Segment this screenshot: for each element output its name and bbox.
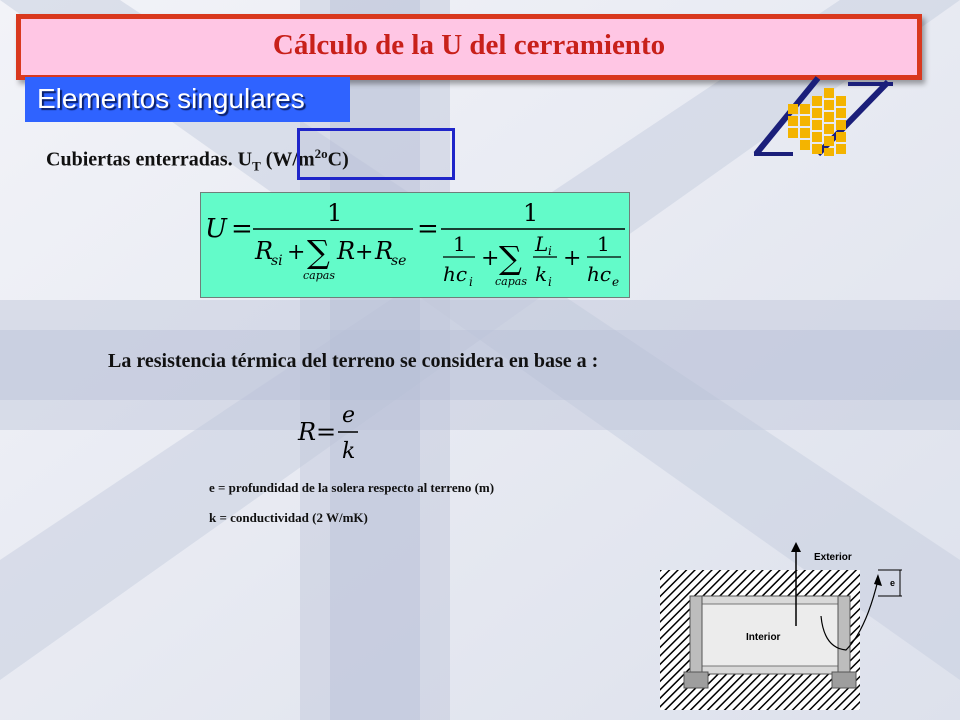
formula-plus-2: + [355,240,374,265]
explanation-sentence: La resistencia térmica del terreno se considera en base a : [108,350,599,372]
formula-equals-1: = [231,214,253,244]
formula-li: L [535,232,549,256]
section-unit-end: C) [327,148,349,171]
subtitle-text: Elementos singulares [37,83,305,114]
curve-arrow-icon [874,574,882,586]
formula-ki-sub: i [548,275,552,289]
right-footing [832,672,856,688]
formula-hce-sub: e [612,275,620,289]
r-formula [292,400,372,464]
formula-rsi: R [255,237,274,265]
r-formula-numerator: e [342,403,356,428]
page-title: Cálculo de la U del cerramiento [272,29,666,61]
u-formula [201,193,631,299]
formula-one-a: 1 [453,232,466,256]
exterior-label: Exterior [814,552,852,563]
formula-sum-1: ∑ [307,233,330,271]
interior-label: Interior [746,632,781,643]
u-formula-box [200,192,630,298]
formula-li-sub: i [548,244,552,258]
r-formula-denominator: k [342,439,356,464]
left-wall [690,596,702,674]
formula-hci: hc [443,262,468,286]
formula-numerator-1: 1 [327,199,343,227]
right-wall [838,596,850,674]
formula-r: R [337,237,356,265]
formula-plus-1: + [287,240,306,265]
formula-ki: k [535,262,548,286]
formula-hce: hc [587,262,612,286]
formula-rsi-sub: si [271,253,283,269]
formula-one-b: 1 [597,232,610,256]
section-subscript: T [252,158,261,174]
formula-equals-2: = [417,214,439,244]
section-unit-superscript: 2o [314,146,328,161]
formula-sum-label-2: capas [495,275,527,288]
left-footing [684,672,708,688]
buried-roof-diagram [656,540,916,710]
section-label: Cubiertas enterradas. U [46,148,253,171]
unit-highlight-box [297,128,455,180]
formula-hci-sub: i [469,275,473,289]
depth-label: e [890,578,896,588]
formula-plus-4: + [563,246,582,271]
r-formula-lhs: R [298,418,317,446]
arrow-head-icon [791,542,801,552]
logo-icon [748,74,898,160]
formula-sum-label-1: capas [303,269,335,282]
definition-k: k = conductividad (2 W/mK) [209,510,368,525]
definition-e: e = profundidad de la solera respecto al terreno (m) [209,480,495,495]
r-formula-equals: = [316,418,337,446]
title-bar [16,14,922,80]
formula-numerator-2: 1 [523,199,539,227]
section-unit: (W/m [260,148,315,171]
formula-rse: R [375,237,394,265]
formula-lhs: U [205,214,227,244]
formula-sum-2: ∑ [499,239,522,277]
formula-plus-3: + [481,246,500,271]
subtitle-banner [25,77,350,122]
formula-rse-sub: se [391,253,407,269]
